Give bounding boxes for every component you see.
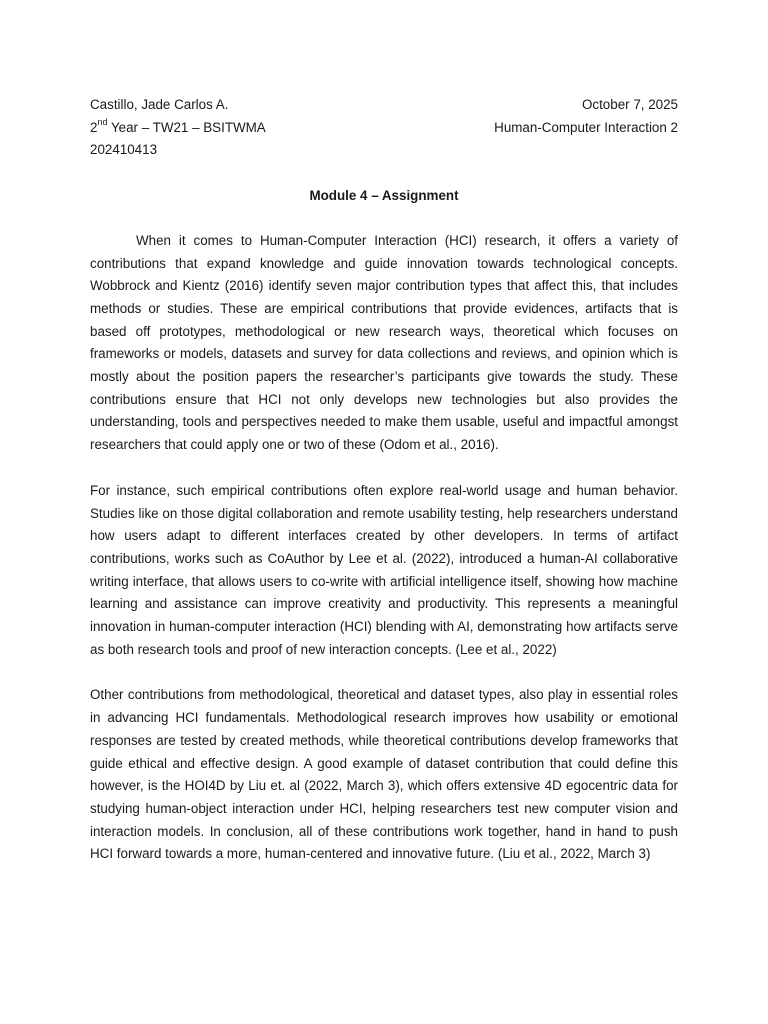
student-id: 202410413 [90, 142, 158, 158]
year-section-rest: Year – TW21 – BSITWMA [107, 119, 266, 135]
document-title: Module 4 – Assignment [309, 188, 459, 204]
course-name: Human-Computer Interaction 2 [494, 119, 678, 135]
document-header [90, 94, 678, 162]
course-info [494, 94, 678, 162]
paragraph-intro: When it comes to Human-Computer Interaction (HCI) research, it offers a variety of contributions that expand knowledge and guide innovation towards technological concepts. Wobbrock and Kientz (2016) identify seven major contribution types that affect this, that includes methods or studies. These are empirical contributions that provide evidences, artifacts that is based off prototypes, methodological or new research ways, theoretical which focuses on frameworks or models, datasets and survey for data collections and reviews, and opinion which is mostly about the position papers the researcher’s participants give towards the study. These contributions ensure that HCI not only develops new technologies but also provides the understanding, tools and perspectives needed to make them usable, useful and impactful amongst researchers that could apply one or two of these (Odom et al., 2016). [90, 232, 678, 453]
year-section [90, 117, 266, 140]
student-info [90, 94, 266, 162]
student-name: Castillo, Jade Carlos A. [90, 97, 229, 112]
year-suffix: nd [97, 117, 108, 128]
paragraph-empirical-artifact: For instance, such empirical contributions often explore real-world usage and human behavior. Studies like on those digital collaboration and remote usability testing, help researchers understand how users adapt to different interfaces created by other developers. In terms of artifact contributions, works such as CoAuthor by Lee et al. (2022), introduced a human-AI collaborative writing interface, that allows users to co-write with artificial intelligence itself, showing how machine learning and assistance can improve creativity and productivity. This represents a meaningful innovation in human-computer interaction (HCI) blending with AI, demonstrating how artifacts serve as both research tools and proof of new interaction concepts. (Lee et al., 2022) [90, 482, 678, 657]
document-date: October 7, 2025 [581, 97, 678, 112]
year-number: 2 [90, 119, 98, 135]
paragraph-conclusion: Other contributions from methodological, theoretical and dataset types, also play in essential roles in advancing HCI fundamentals. Methodological research improves how usability or emotional responses are tested by created methods, while theoretical contributions develop frameworks that guide ethical and effective design. A good example of dataset contribution that could define this however, is the HOI4D by Liu et. al (2022, March 3), which offers extensive 4D egocentric data for studying human-object interaction under HCI, helping researchers test new computer vision and interaction models. In conclusion, all of these contributions work together, hand in hand to push HCI forward towards a more, human-centered and innovative future. (Liu et al., 2022, March 3) [90, 687, 678, 862]
